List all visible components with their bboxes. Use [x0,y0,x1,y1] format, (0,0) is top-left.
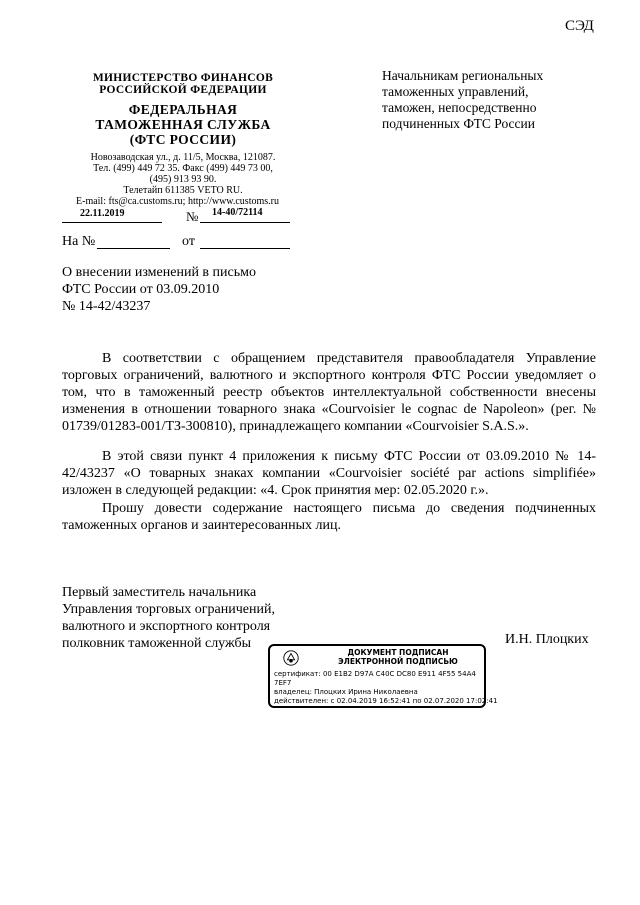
addressee [382,68,543,132]
document-system-mark: СЭД [565,18,594,34]
signer-position [62,584,275,652]
from-underline [200,248,290,249]
body-paragraph-1: В соответствии с обращением представителя правообладателя Управление торговых ограничений, валютного и экспортного контроля ФТС России уведомляет о том, что в таможенный реестр объектов интеллектуальной собственности внесены изменения в отношении товарного знака «Courvoisier le cognac de Napoleon» (рег. № 01739/01283-001/ТЗ-300810), принадлежащего компании «Courvoisier S.A.S.». [62,351,596,434]
phone2: (495) 913 93 90. [149,174,217,185]
date-underline [62,222,162,223]
position-line: Управления торговых ограничений, [62,602,275,617]
ministry-line-1: МИНИСТЕРСТВО ФИНАНСОВ [92,72,274,84]
addressee-line: таможен, непосредственно [382,100,537,115]
number-underline [200,222,290,223]
electronic-signature-stamp [268,644,498,708]
addressee-line: подчиненных ФТС России [382,116,535,131]
addressee-line: таможенных управлений, [382,84,529,99]
position-line: Первый заместитель начальника [62,585,257,600]
subject-line: ФТС России от 03.09.2010 [62,282,220,297]
phone: Тел. (499) 449 72 35. Факс (499) 449 73 00, [93,163,273,174]
addressee-line: Начальникам региональных [382,68,544,83]
address: Новозаводская ул., д. 11/5, Москва, 121087. [90,152,276,163]
teletype: Телетайп 611385 VETO RU. [123,185,243,196]
letterhead [62,72,304,222]
stamp-certificate: сертификат: 00 E1B2 D97A C40C DC80 E911 4F55 54A4 [274,670,476,678]
body-paragraph-3: Прошу довести содержание настоящего письма до сведения подчиненных таможенных органов и заинтересованных лиц. [62,501,596,533]
email: E-mail: fts@ca.customs.ru; http://www.customs.ru [76,196,279,207]
registration-number: 14-40/72114 [212,207,263,218]
ref-label: На № [62,234,96,249]
registration-date: 22.11.2019 [80,208,125,219]
service-line-3: (ФТС РОССИИ) [129,132,237,147]
stamp-title: ДОКУМЕНТ ПОДПИСАН ЭЛЕКТРОННОЙ ПОДПИСЬЮ [338,648,458,666]
stamp-certificate-2: 7EF7 [274,679,292,687]
subject-line: № 14-42/43237 [62,299,151,314]
position-line: валютного и экспортного контроля [62,619,271,634]
body-paragraph-2: В этой связи пункт 4 приложения к письму ФТС России от 03.09.2010 № 14-42/43237 «О товарных знаках компании «Courvoisier société par actions simplifiée» изложен в следующей редакции: «4. Срок принятия мер: 02.05.2020 г.». [62,449,596,498]
signer-name: И.Н. Плоцких [505,632,589,647]
position-line: полковник таможенной службы [62,636,252,651]
subject [62,264,256,315]
stamp-valid: действителен: с 02.04.2019 16:52:41 по 02.07.2020 17:02:41 [274,697,498,705]
ministry-line-2: РОССИЙСКОЙ ФЕДЕРАЦИИ [99,84,267,96]
subject-line: О внесении изменений в письмо [62,265,256,280]
from-label: от [182,234,195,249]
service-line-1: ФЕДЕРАЛЬНАЯ [128,102,238,117]
ref-underline [97,248,170,249]
stamp-owner: владелец: Плоцких Ирина Николаевна [274,688,418,696]
service-line-2: ТАМОЖЕННАЯ СЛУЖБА [95,117,271,132]
number-sign: № [186,209,199,224]
emblem-icon [282,649,300,667]
